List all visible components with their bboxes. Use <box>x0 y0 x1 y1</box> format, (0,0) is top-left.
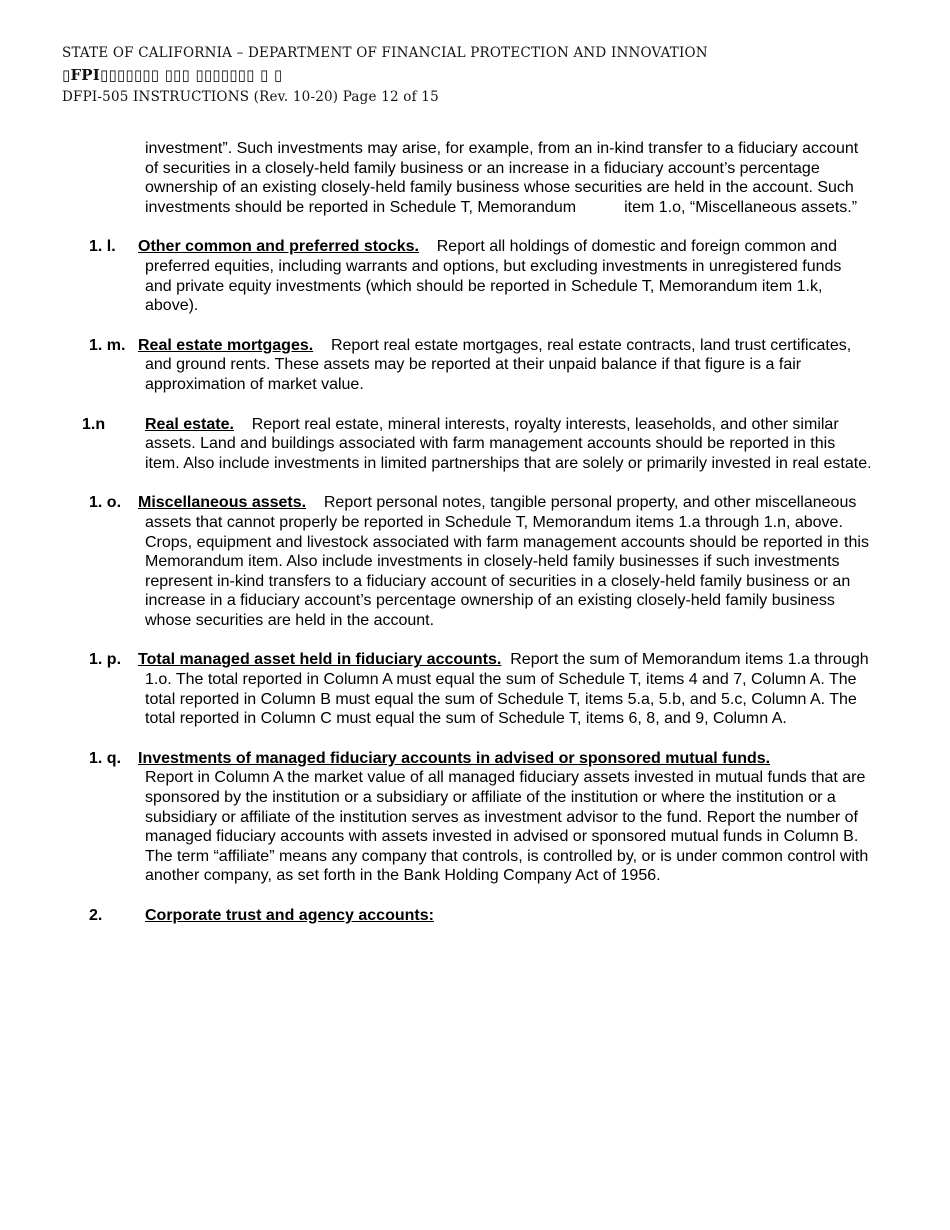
intro-text-end: item 1.o, “Miscellaneous assets.” <box>624 198 858 216</box>
item-heading: Real estate. <box>145 415 234 433</box>
item-text: Report all holdings of domestic and foreign common and preferred equities, including warrants and options, but excluding investments in unregistered funds and private equity investments (which should be reported in Schedule T, Memorandum item 1.k, above). <box>145 238 842 315</box>
item-1o <box>0 493 950 630</box>
agency-logo-text: ▯FPI▯▯▯▯▯▯▯ ▯▯▯ ▯▯▯▯▯▯▯ ▯ ▯ <box>62 66 283 84</box>
item-number: 2. <box>89 907 103 924</box>
item-heading: Total managed asset held in fiduciary accounts. <box>138 651 502 669</box>
item-number: 1.n <box>82 415 106 433</box>
item-1l <box>0 237 950 315</box>
item-1n <box>0 415 950 474</box>
page-header <box>62 42 708 108</box>
form-page-info: DFPI-505 INSTRUCTIONS (Rev. 10-20) Page 12 of 15 <box>62 89 439 105</box>
agency-name: STATE OF CALIFORNIA – DEPARTMENT OF FINANCIAL PROTECTION AND INNOVATION <box>62 45 708 61</box>
item-1m <box>0 336 950 395</box>
continued-paragraph <box>0 139 950 217</box>
item-heading: Miscellaneous assets. <box>138 494 307 512</box>
item-text: Report in Column A the market value of all managed fiduciary assets invested in mutual funds that are sponsored by the institution or a subsidiary or affiliate of the institution or where the institution or a subsidiary or affiliate of the institution serves as investment advisor to the fund. Report the number of managed fiduciary accounts with assets invested in advised or sponsored mutual funds in Column B. The term “affiliate” means any company that controls, is controlled by, or is under common control with another company, as set forth in the Bank Holding Company Act of 1956. <box>145 769 869 885</box>
item-number: 1. l. <box>89 238 116 256</box>
item-heading: Other common and preferred stocks. <box>138 238 419 256</box>
item-text: Report real estate mortgages, real estate contracts, land trust certificates, and ground rents. These assets may be reported at their unpaid balance if that figure is a fair approximation of market value. <box>145 336 852 393</box>
intro-text: investment”. Such investments may arise, for example, from an in-kind transfer to a fiduciary account of securities in a closely-held family business or an increase in a fiduciary account’s percentage ownership of an existing closely-held family business whose securities are held in the account. Such investments should be reported in Schedule T, Memorandum <box>145 140 859 216</box>
item-number: 1. q. <box>89 749 122 767</box>
item-number: 1. p. <box>89 651 122 669</box>
item-1p <box>0 650 950 728</box>
item-text: Report real estate, mineral interests, royalty interests, leaseholds, and other similar assets. Land and buildings associated with farm management accounts should be reported in this item. Also include investments in limited partnerships that are solely or primarily invested in real estate. <box>145 415 872 472</box>
item-number: 1. o. <box>89 494 122 512</box>
item-1q <box>0 749 950 886</box>
document-body <box>0 139 950 946</box>
item-2 <box>0 906 950 926</box>
item-heading: Real estate mortgages. <box>138 336 314 354</box>
item-text: Report the sum of Memorandum items 1.a through 1.o. The total reported in Column A must equal the sum of Schedule T, items 4 and 7, Column A. The total reported in Column B must equal the sum of Schedule T, items 5.a, 5.b, and 5.c, Column A. The total reported in Column C must equal the sum of Schedule T, items 6, 8, and 9, Column A. <box>145 651 869 728</box>
item-text: Report personal notes, tangible personal property, and other miscellaneous assets that cannot properly be reported in Schedule T, Memorandum items 1.a through 1.n, above. Crops, equipment and livestock associated with farm management accounts should be reported in this Memorandum item. Also include investments in closely-held family businesses if such investments represent in-kind transfers to a fiduciary account of securities in a closely-held family business or an increase in a fiduciary account’s percentage ownership of an existing closely-held family business whose securities are held in the account. <box>145 494 869 629</box>
item-number: 1. m. <box>89 336 126 354</box>
item-heading: Corporate trust and agency accounts: <box>145 907 434 924</box>
item-heading: Investments of managed fiduciary accounts in advised or sponsored mutual funds. <box>138 749 771 767</box>
